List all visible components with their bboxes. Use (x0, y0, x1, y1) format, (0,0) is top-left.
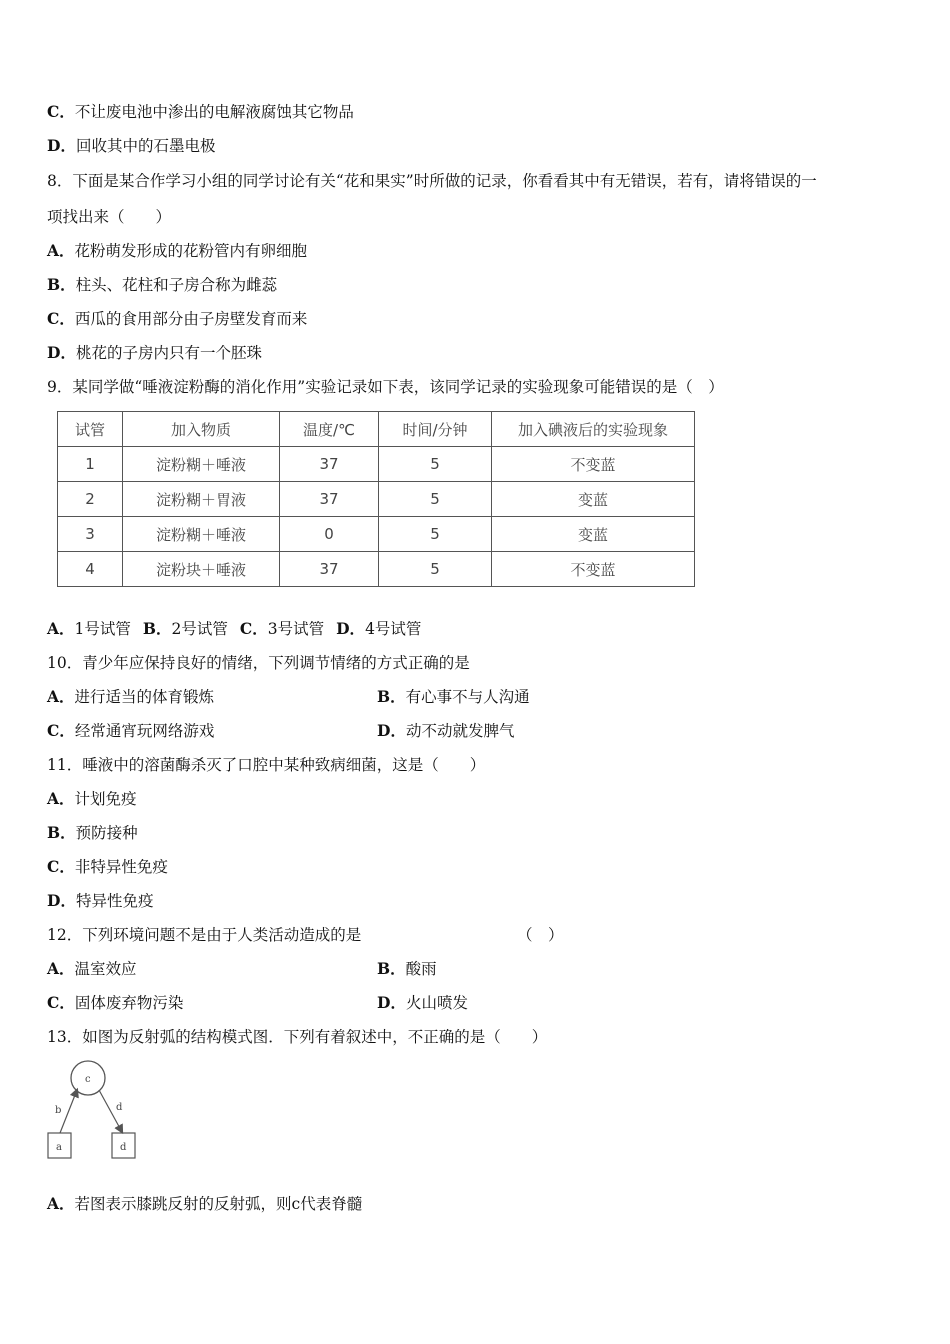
q11-option-d: D．特异性免疫 (47, 891, 154, 910)
q8-stem-cont: 项找出来（ ） (47, 208, 172, 226)
q10-stem: 10．青少年应保持良好的情绪，下列调节情绪的方式正确的是 (47, 654, 470, 672)
q11-option-c: C．非特异性免疫 (47, 857, 168, 876)
q12-option-a: A．温室效应 (47, 959, 137, 978)
table-cell: 2 (58, 482, 123, 517)
q7-option-d: D．回收其中的石墨电极 (47, 136, 216, 155)
table-header-row (58, 412, 695, 447)
q10-option-d: D．动不动就发脾气 (377, 721, 515, 740)
table-cell: 5 (379, 517, 492, 552)
q7-option-c: C．不让废电池中渗出的电解液腐蚀其它物品 (47, 102, 354, 121)
table-cell: 淀粉块＋唾液 (123, 552, 280, 587)
label-a: a (56, 1142, 62, 1153)
q12-answer-blank: （ ） (517, 926, 564, 944)
table-cell: 0 (280, 517, 379, 552)
table-header: 加入碘液后的实验现象 (492, 412, 695, 447)
q8-stem: 8．下面是某合作学习小组的同学讨论有关“花和果实”时所做的记录，你看看其中有无错误，若有，请将错误的一 (47, 172, 817, 190)
table-cell: 不变蓝 (492, 447, 695, 482)
table-cell: 5 (379, 447, 492, 482)
table-row (58, 447, 695, 482)
q12-option-d: D．火山喷发 (377, 993, 468, 1012)
q8-option-d: D．桃花的子房内只有一个胚珠 (47, 343, 262, 362)
q13-option-a: A．若图表示膝跳反射的反射弧，则c代表脊髓 (47, 1194, 363, 1213)
table-cell: 37 (280, 482, 379, 517)
table-header: 试管 (58, 412, 123, 447)
label-c: c (85, 1074, 91, 1085)
table-header: 温度/℃ (280, 412, 379, 447)
table-header: 时间/分钟 (379, 412, 492, 447)
q12-stem: 12．下列环境问题不是由于人类活动造成的是 (47, 926, 362, 944)
table-cell: 变蓝 (492, 517, 695, 552)
q10-option-c: C．经常通宵玩网络游戏 (47, 721, 215, 740)
q8-option-b: B．柱头、花柱和子房合称为雌蕊 (47, 275, 278, 294)
q13-stem: 13．如图为反射弧的结构模式图．下列有着叙述中，不正确的是（ ） (47, 1028, 548, 1046)
reflex-arc-diagram (44, 1058, 144, 1164)
q12-option-b: B．酸雨 (377, 959, 437, 978)
q11-option-b: B．预防接种 (47, 823, 138, 842)
table-cell: 3 (58, 517, 123, 552)
table-cell: 淀粉糊＋胃液 (123, 482, 280, 517)
arrow-b (60, 1090, 77, 1133)
table-header: 加入物质 (123, 412, 280, 447)
q8-option-c: C．西瓜的食用部分由子房壁发育而来 (47, 309, 308, 328)
table-cell: 4 (58, 552, 123, 587)
table-cell: 1 (58, 447, 123, 482)
q10-option-b: B．有心事不与人沟通 (377, 687, 530, 706)
table-row (58, 517, 695, 552)
table-cell: 37 (280, 447, 379, 482)
q11-option-a: A．计划免疫 (47, 789, 137, 808)
label-d-arrow: d (116, 1102, 123, 1113)
q8-option-a: A．花粉萌发形成的花粉管内有卵细胞 (47, 241, 308, 260)
table-cell: 5 (379, 552, 492, 587)
table-cell: 淀粉糊＋唾液 (123, 517, 280, 552)
table-cell: 变蓝 (492, 482, 695, 517)
table-row (58, 482, 695, 517)
q9-stem: 9．某同学做“唾液淀粉酶的消化作用”实验记录如下表，该同学记录的实验现象可能错误的是（ ） (47, 378, 724, 396)
table-row (58, 552, 695, 587)
table-cell: 37 (280, 552, 379, 587)
q9-options: A．1号试管 B．2号试管 C．3号试管 D．4号试管 (47, 619, 422, 638)
q10-option-a: A．进行适当的体育锻炼 (47, 687, 215, 706)
label-b: b (55, 1105, 62, 1116)
table-cell: 不变蓝 (492, 552, 695, 587)
q12-option-c: C．固体废弃物污染 (47, 993, 184, 1012)
table-cell: 淀粉糊＋唾液 (123, 447, 280, 482)
q11-stem: 11．唾液中的溶菌酶杀灭了口腔中某种致病细菌，这是（ ） (47, 756, 486, 774)
q9-experiment-table (57, 411, 695, 587)
label-d-box: d (120, 1142, 127, 1153)
table-cell: 5 (379, 482, 492, 517)
